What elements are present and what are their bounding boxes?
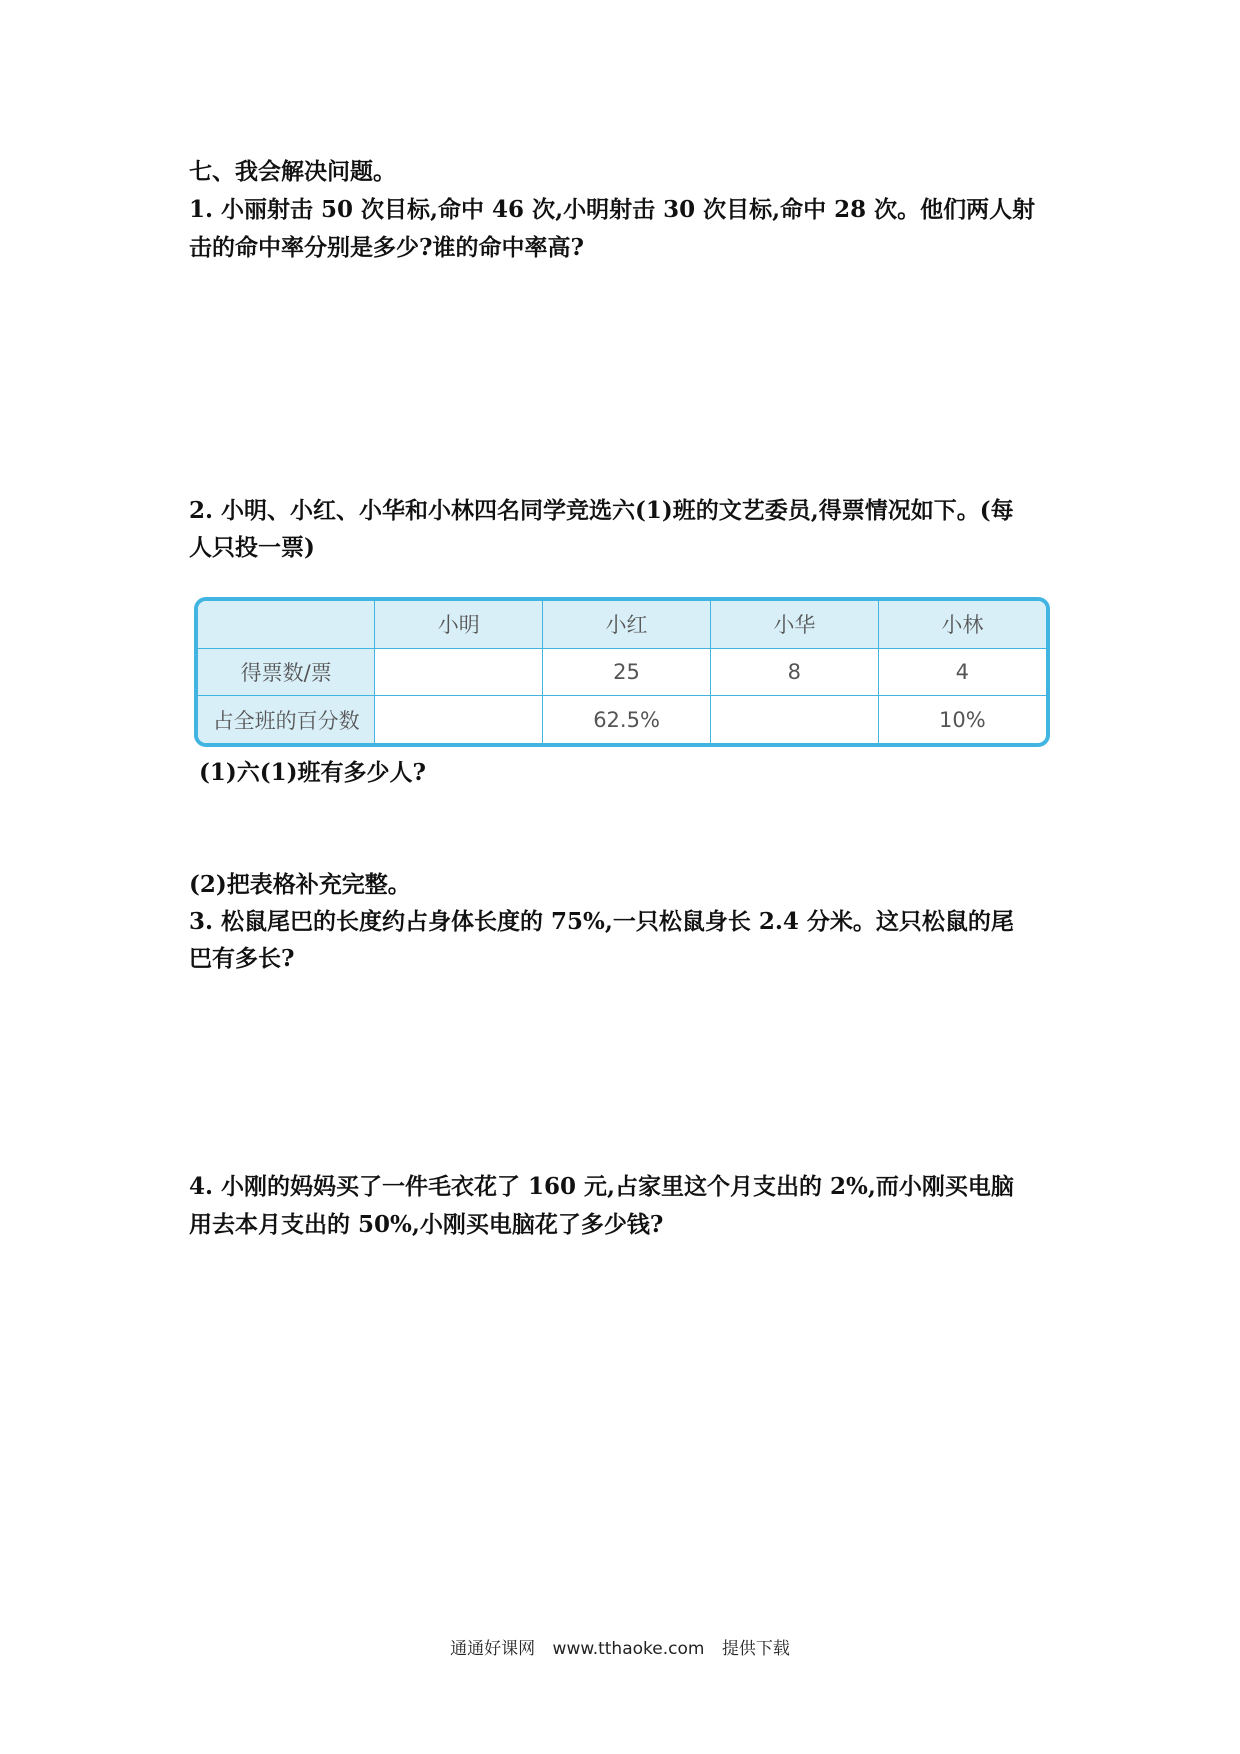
footer-note: 提供下载 <box>721 1639 790 1659</box>
page-footer <box>0 1634 1240 1659</box>
table-header-xiaohong: 小红 <box>543 601 711 648</box>
row-label-votes: 得票数/票 <box>198 648 375 696</box>
footer-url-link[interactable]: www.tthaoke.com <box>552 1639 705 1659</box>
vote-table <box>194 597 1050 747</box>
question-2-line-1: 2. 小明、小红、小华和小林四名同学竞选六(1)班的文艺委员,得票情况如下。(每 <box>189 497 1014 524</box>
question-4-line-2: 用去本月支出的 50%,小刚买电脑花了多少钱? <box>189 1211 664 1238</box>
table-header-xiaoming: 小明 <box>375 601 543 648</box>
table-header-xiaohua: 小华 <box>710 601 878 648</box>
table-cell: 4 <box>878 648 1046 696</box>
table-cell <box>375 696 543 743</box>
question-3-line-2: 巴有多长? <box>189 945 295 972</box>
table-row <box>198 648 1046 696</box>
footer-site-name: 通通好课网 <box>450 1639 536 1659</box>
table-cell: 10% <box>878 696 1046 743</box>
question-3-line-1: 3. 松鼠尾巴的长度约占身体长度的 75%,一只松鼠身长 2.4 分米。这只松鼠的尾 <box>189 908 1014 935</box>
question-1-line-2: 击的命中率分别是多少?谁的命中率高? <box>189 234 584 261</box>
question-1-line-1: 1. 小丽射击 50 次目标,命中 46 次,小明射击 30 次目标,命中 28 次。他们两人射 <box>189 196 1036 223</box>
table-header-xiaolin: 小林 <box>878 601 1046 648</box>
table-row <box>198 696 1046 743</box>
question-2-line-2: 人只投一票) <box>189 534 315 561</box>
table-cell <box>710 696 878 743</box>
table-header-corner <box>198 601 375 648</box>
table-cell: 62.5% <box>543 696 711 743</box>
table-cell: 8 <box>710 648 878 696</box>
row-label-percent: 占全班的百分数 <box>198 696 375 743</box>
question-2-sub-1: (1)六(1)班有多少人? <box>199 759 427 786</box>
question-2-sub-2: (2)把表格补充完整。 <box>189 871 411 898</box>
table-cell <box>375 648 543 696</box>
table-cell: 25 <box>543 648 711 696</box>
question-4-line-1: 4. 小刚的妈妈买了一件毛衣花了 160 元,占家里这个月支出的 2%,而小刚买电脑 <box>189 1173 1014 1200</box>
table-header-row <box>198 601 1046 648</box>
section-title: 七、我会解决问题。 <box>189 158 396 185</box>
